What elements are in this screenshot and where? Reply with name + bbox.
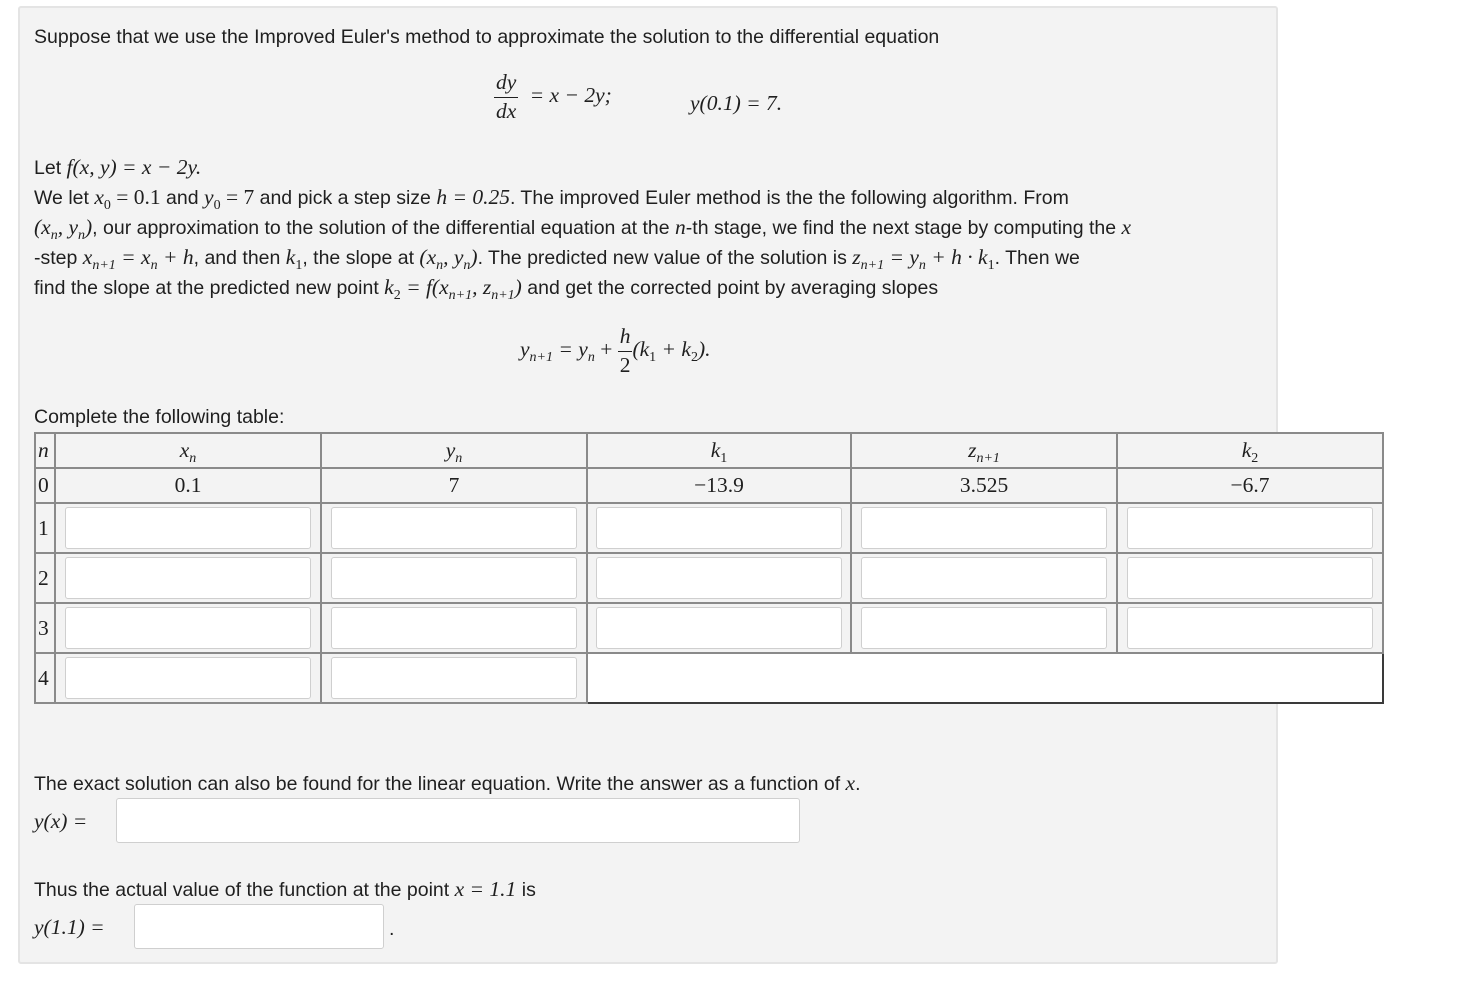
- actual-label: y(1.1) =: [34, 915, 105, 939]
- paragraph-line-3: ($x_n$, $y_n$), our approximation to the solution of the differential equation at the n-th stage, we find the next stage by computing the x: [34, 215, 1132, 243]
- let-line: Let f(x, y) = x − 2y.: [34, 155, 202, 179]
- input-y3[interactable]: [331, 607, 577, 649]
- table-header-row: [35, 433, 1383, 468]
- empty-cell: [587, 653, 1383, 703]
- header-xn: $x_n$: [55, 433, 321, 468]
- row-index: 0: [35, 468, 55, 503]
- table-prompt: Complete the following table:: [34, 406, 285, 428]
- table-row: [35, 603, 1383, 653]
- cell-k2: −6.7: [1117, 468, 1383, 503]
- paragraph-line-5: find the slope at the predicted new point $k_2 = f(x_{n+1}$, $z_{n+1}$) and get the corrected point by averaging slopes: [34, 275, 939, 303]
- input-x3[interactable]: [65, 607, 311, 649]
- exact-solution-input[interactable]: [116, 798, 800, 843]
- cell-z: 3.525: [851, 468, 1117, 503]
- input-k1-2[interactable]: [596, 557, 842, 599]
- cell-yn: 7: [321, 468, 587, 503]
- h-over-2-fraction: $\frac{h}{2}$: [619, 324, 631, 377]
- input-y2[interactable]: [331, 557, 577, 599]
- row-index: 2: [35, 553, 55, 603]
- input-z4[interactable]: [861, 607, 1107, 649]
- cell-k1: −13.9: [587, 468, 851, 503]
- input-z3[interactable]: [861, 557, 1107, 599]
- row-index: 4: [35, 653, 55, 703]
- intro-text: Suppose that we use the Improved Euler's method to approximate the solution to the differential equation: [34, 26, 940, 48]
- exact-solution-text: The exact solution can also be found for the linear equation. Write the answer as a function of x.: [34, 771, 861, 795]
- input-k2-2[interactable]: [1127, 557, 1373, 599]
- input-k2-3[interactable]: [1127, 607, 1373, 649]
- update-equation: $y_{n+1} = y_n$ + $\frac{h}{2}$ $(k_1 + k_2)$.: [520, 324, 711, 377]
- euler-table: [34, 432, 1384, 704]
- cell-xn: 0.1: [55, 468, 321, 503]
- header-k1: $k_1$: [587, 433, 851, 468]
- input-x2[interactable]: [65, 557, 311, 599]
- input-k2-1[interactable]: [1127, 507, 1373, 549]
- input-y1[interactable]: [331, 507, 577, 549]
- input-y4[interactable]: [331, 657, 577, 699]
- actual-value-input[interactable]: [134, 904, 384, 949]
- header-n: n: [35, 433, 55, 468]
- input-k1-1[interactable]: [596, 507, 842, 549]
- header-k2: $k_2$: [1117, 433, 1383, 468]
- header-z: $z_{n+1}$: [851, 433, 1117, 468]
- header-yn: $y_n$: [321, 433, 587, 468]
- table-row: [35, 653, 1383, 703]
- table-row: [35, 553, 1383, 603]
- input-x1[interactable]: [65, 507, 311, 549]
- table-row: [35, 503, 1383, 553]
- row-index: 1: [35, 503, 55, 553]
- exact-label: y(x) =: [34, 809, 88, 833]
- initial-condition: y(0.1) = 7.: [690, 91, 783, 115]
- actual-value-text: Thus the actual value of the function at the point x = 1.1 is: [34, 877, 536, 901]
- paragraph-line-4: -step $x_{n+1} = x_n + h$, and then $k_1$, the slope at ($x_n$, $y_n$). The predicted new value of the solution is $z_{n+1} = y_n + h \cdot k_1$. Then we: [34, 245, 1080, 273]
- trailing-period: .: [389, 918, 395, 940]
- ode-equation: $\frac{dy}{dx}$ = x − 2y;: [496, 70, 612, 123]
- table-row: [35, 468, 1383, 503]
- derivative-fraction: $\frac{dy}{dx}$: [496, 70, 517, 123]
- input-k1-3[interactable]: [596, 607, 842, 649]
- input-x4[interactable]: [65, 657, 311, 699]
- paragraph-line-2: We let $x_0 = 0.1$ and $y_0 = 7$ and pick a step size h = 0.25. The improved Euler method is the the following algorithm. From: [34, 185, 1069, 213]
- row-index: 3: [35, 603, 55, 653]
- input-z2[interactable]: [861, 507, 1107, 549]
